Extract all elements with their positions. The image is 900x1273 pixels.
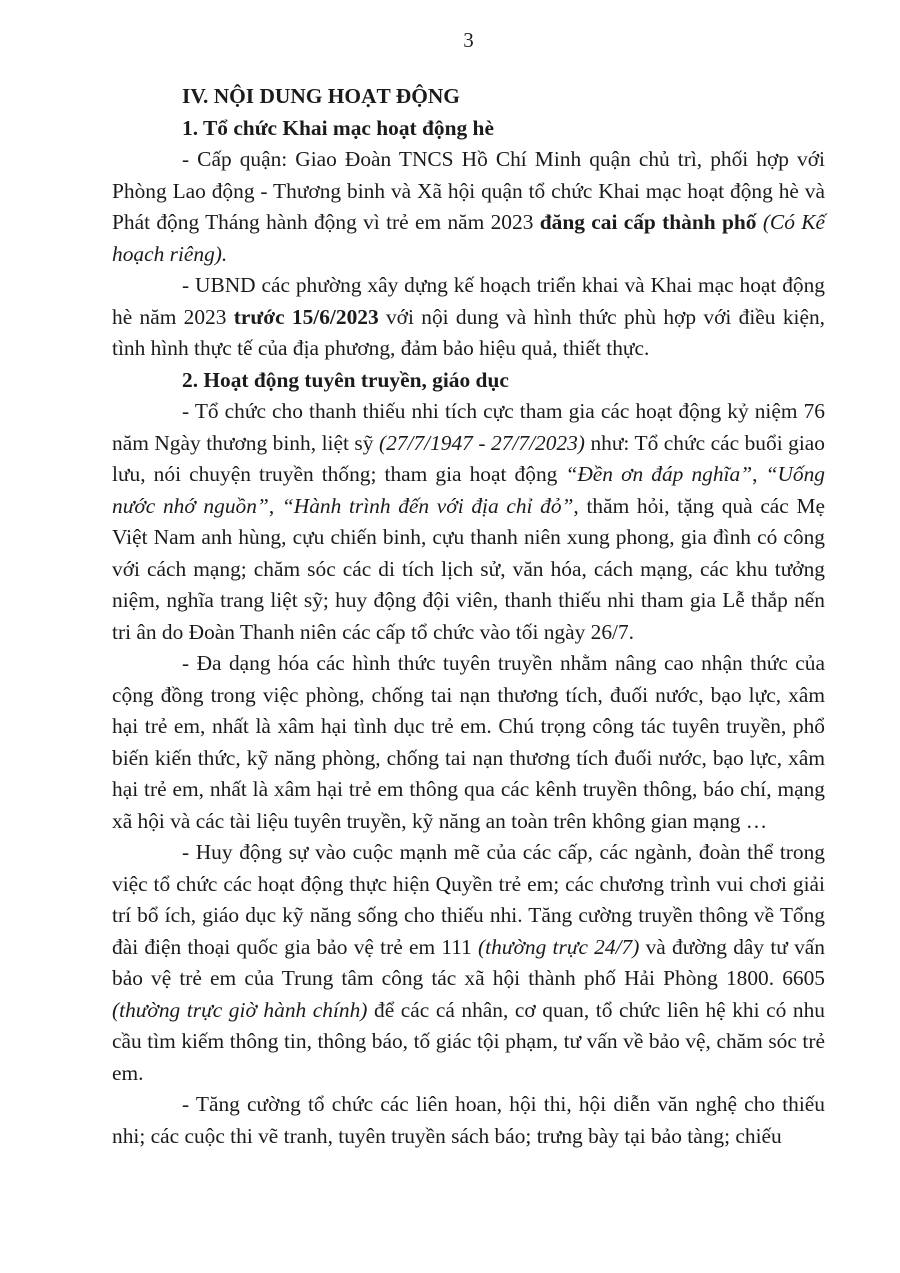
- section-heading: [112, 113, 825, 145]
- paragraph: [112, 270, 825, 365]
- text-run: ,: [268, 493, 282, 518]
- text-run: ,: [752, 462, 766, 486]
- text-run: (27/7/1947 - 27/7/2023): [378, 430, 585, 455]
- text-run: - Đa dạng hóa các hình thức tuyên truyền nhằm nâng cao nhận thức của cộng đồng trong việc phòng, chống tai nạn thương tích, đuối nước, bạo lực, xâm hại trẻ em, nhất là xâm hại tình dục trẻ em. Chú trọng công tác tuyên truyền, phổ biến kiến thức, kỹ năng phòng, chống tai nạn thương tích đuối nước, bạo lực, xâm hại trẻ em, nhất là xâm hại trẻ em thông qua các kênh truyền thông, báo chí, mạng xã hội và các tài liệu tuyên truyền, kỹ năng an toàn trên không gian mạng …: [112, 651, 825, 833]
- text-run: - Tổ chức cho thanh thiếu nhi tích cực tham gia các hoạt động kỷ niệm 76 năm Ngày thương binh, liệt sỹ: [112, 399, 825, 455]
- paragraph: [112, 1089, 825, 1152]
- section-heading: [112, 365, 825, 397]
- text-run: (Có Kế hoạch riêng).: [112, 210, 825, 266]
- text-run: - UBND các phường xây dựng kế hoạch triển khai và Khai mạc hoạt động hè năm 2023: [112, 273, 825, 329]
- text-run: - Cấp quận: Giao Đoàn TNCS Hồ Chí Minh quận chủ trì, phối hợp với Phòng Lao động - Thương binh và Xã hội quận tổ chức Khai mạc hoạt động hè và Phát động Tháng hành động vì trẻ em năm 2023: [112, 147, 825, 234]
- text-run: IV. NỘI DUNG HOẠT ĐỘNG: [182, 84, 460, 108]
- paragraph: [112, 144, 825, 270]
- section-heading: [112, 81, 825, 113]
- text-run: “Đền ơn đáp nghĩa”: [565, 462, 753, 486]
- text-run: “Hành trình đến với địa chỉ đỏ”: [281, 493, 574, 518]
- text-run: với nội dung và hình thức phù hợp với điều kiện, tình hình thực tế của địa phương, đảm bảo hiệu quả, thiết thực.: [112, 304, 825, 360]
- text-run: 2. Hoạt động tuyên truyền, giáo dục: [182, 367, 509, 392]
- text-run: để các cá nhân, cơ quan, tổ chức liên hệ khi có nhu cầu tìm kiếm thông tin, thông báo, tố giác tội phạm, tư vấn về bảo vệ, chăm sóc trẻ em.: [112, 997, 825, 1085]
- text-run: và đường dây tư vấn bảo vệ trẻ em của Trung tâm công tác xã hội thành phố Hải Phòng 1800. 6605: [112, 934, 825, 990]
- page-number: 3: [463, 28, 474, 52]
- document-body: [112, 81, 825, 1152]
- text-run: (thường trực 24/7): [478, 934, 640, 959]
- text-run: trước 15/6/2023: [233, 304, 386, 329]
- text-run: (thường trực giờ hành chính): [112, 997, 368, 1022]
- paragraph: [112, 648, 825, 837]
- text-run: - Huy động sự vào cuộc mạnh mẽ của các cấp, các ngành, đoàn thể trong việc tổ chức các hoạt động thực hiện Quyền trẻ em; các chương trình vui chơi giải trí bổ ích, giáo dục kỹ năng sống cho thiếu nhi. Tăng cường truyền thông về Tổng đài điện thoại quốc gia bảo vệ trẻ em 111: [112, 840, 825, 959]
- text-run: - Tăng cường tổ chức các liên hoan, hội thi, hội diễn văn nghệ cho thiếu nhi; các cuộc thi vẽ tranh, tuyên truyền sách báo; trưng bày tại bảo tàng; chiếu: [112, 1092, 825, 1148]
- text-run: đăng cai cấp thành phố: [539, 210, 763, 234]
- paragraph: [112, 396, 825, 648]
- paragraph: [112, 837, 825, 1089]
- text-run: , thăm hỏi, tặng quà các Mẹ Việt Nam anh hùng, cựu chiến binh, cựu thanh niên xung phong, gia đình có công với cách mạng; chăm sóc các di tích lịch sử, văn hóa, cách mạng, các khu tưởng niệm, nghĩa trang liệt sỹ; huy động đội viên, thanh thiếu nhi tham gia Lễ thắp nến tri ân do Đoàn Thanh niên các cấp tổ chức vào tối ngày 26/7.: [112, 493, 825, 644]
- text-run: 1. Tổ chức Khai mạc hoạt động hè: [182, 115, 494, 140]
- text-run: như: Tổ chức các buổi giao lưu, nói chuyện truyền thống; tham gia hoạt động: [112, 430, 825, 486]
- text-run: “Uống nước nhớ nguồn”: [112, 462, 825, 518]
